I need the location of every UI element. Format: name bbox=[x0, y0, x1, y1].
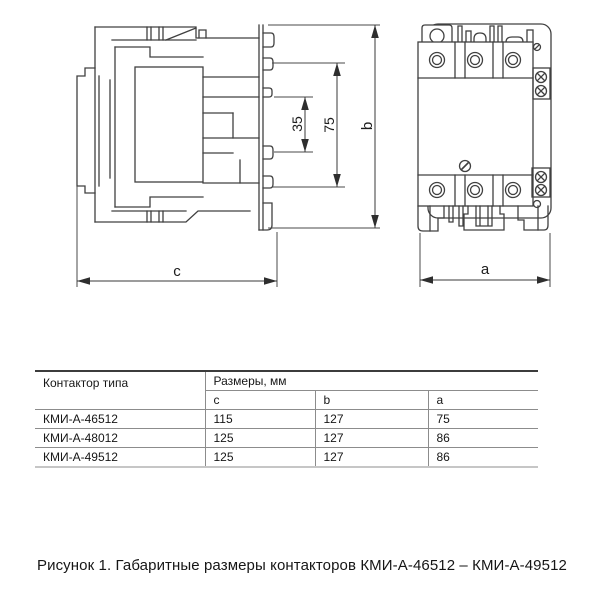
value-cell: 127 bbox=[315, 410, 428, 429]
value-cell: 115 bbox=[205, 410, 315, 429]
value-cell: 86 bbox=[428, 429, 538, 448]
model-cell: КМИ-А-48012 bbox=[35, 429, 205, 448]
model-cell: КМИ-А-46512 bbox=[35, 410, 205, 429]
din-rail bbox=[259, 25, 274, 230]
dim-label-35: 35 bbox=[289, 116, 305, 132]
value-cell: 127 bbox=[315, 429, 428, 448]
side-view-dimensions bbox=[77, 25, 380, 287]
model-cell: КМИ-А-49512 bbox=[35, 448, 205, 468]
figure-caption: Рисунок 1. Габаритные размеры контакторов КМИ-А-46512 – КМИ-А-49512 bbox=[37, 557, 567, 574]
front-view-dimensions bbox=[420, 233, 550, 287]
table-subheader-c: c bbox=[205, 391, 315, 410]
value-cell: 127 bbox=[315, 448, 428, 468]
dim-label-c: c bbox=[173, 263, 181, 280]
table-subheader-a: a bbox=[428, 391, 538, 410]
table-row bbox=[35, 410, 538, 429]
coil-housing bbox=[135, 67, 203, 182]
contactor-side-view bbox=[77, 25, 274, 230]
table-row bbox=[35, 429, 538, 448]
dim-label-b: b bbox=[359, 121, 376, 131]
contactor-front-view bbox=[418, 24, 551, 231]
table-header-type: Контактор типа bbox=[35, 371, 205, 410]
value-cell: 125 bbox=[205, 448, 315, 468]
dim-label-75: 75 bbox=[321, 117, 337, 133]
table-subheader-b: b bbox=[315, 391, 428, 410]
dim-label-a: a bbox=[480, 261, 490, 278]
table-row bbox=[35, 448, 538, 468]
value-cell: 75 bbox=[428, 410, 538, 429]
value-cell: 125 bbox=[205, 429, 315, 448]
dimensions-table bbox=[35, 370, 538, 468]
table-header-sizes: Размеры, мм bbox=[205, 371, 538, 391]
value-cell: 86 bbox=[436, 450, 450, 464]
